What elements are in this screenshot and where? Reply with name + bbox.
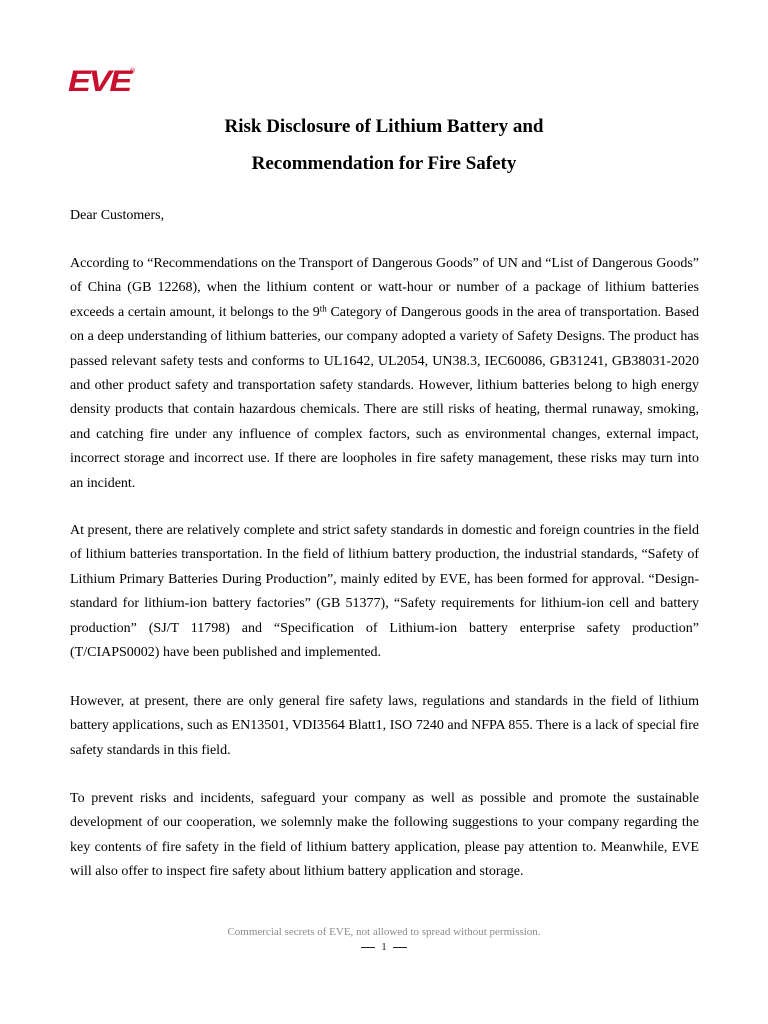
paragraph-2: At present, there are relatively complete and strict safety standards in domestic and foreign countries in the field of lithium batteries transportation. In the field of lithium battery production, the industrial standards, “Safety of Lithium Primary Batteries During Production”, mainly edited by EVE, has been formed for approval. “Design-standard for lithium-ion battery factories” (GB 51377), “Safety requirements for lithium-ion cell and battery production” (SJ/T 11798) and “Specification of Lithium-ion battery enterprise safety production” (T/CIAPS0002) have been published and implemented. — [70, 523, 699, 661]
eve-logo — [68, 63, 136, 97]
paragraph-3: However, at present, there are only general fire safety laws, regulations and standards in the field of lithium battery applications, such as EN13501, VDI3564 Blatt1, ISO 7240 and NFPA 855. There is a lack of special fire safety standards in this field. — [70, 694, 699, 758]
confidentiality-note: Commercial secrets of EVE, not allowed to spread without permission. — [227, 926, 541, 938]
paragraph-4: To prevent risks and incidents, safeguard your company as well as possible and promote the sustainable development of our cooperation, we solemnly make the following suggestions to your company regarding the key contents of fire safety in the field of lithium battery application, please pay attention to. Meanwhile, EVE will also offer to inspect fire safety about lithium battery application and storage. — [70, 791, 699, 880]
page-number-value: 1 — [381, 941, 387, 953]
paragraph-1 — [70, 252, 699, 496]
paragraph-1-part-2: Category of Dangerous goods in the area of transportation. Based on a deep understanding of lithium batteries, our company adopted a variety of Safety Designs. The product has passed relevant safety tests and conforms to UL1642, UL2054, UN38.3, IEC60086, GB31241, GB38031-2020 and other product safety and transportation safety standards. However, lithium batteries belong to high energy density products that contain hazardous chemicals. There are still risks of heating, thermal runaway, smoking, and catching fire under any influence of complex factors, such as environmental changes, external impact, incorrect storage and incorrect use. If there are loopholes in fire safety management, these risks may turn into an incident. — [70, 304, 699, 491]
document-title-line-1: Risk Disclosure of Lithium Battery and — [224, 116, 544, 137]
logo-wordmark: EVE — [68, 65, 134, 97]
document-title-line-2: Recommendation for Fire Safety — [251, 153, 517, 174]
page-number — [0, 939, 768, 955]
registered-mark: ® — [130, 68, 136, 75]
page-number-dash-right — [393, 947, 407, 948]
page-number-dash-left — [361, 947, 375, 948]
ordinal-superscript: th — [319, 303, 327, 314]
greeting: Dear Customers, — [70, 208, 165, 223]
paragraph-1-part-1: According to “Recommendations on the Transport of Dangerous Goods” of UN and “List of Dangerous Goods” of China (GB 12268), when the lithium content or watt-hour or number of a package of lithium batteries exceeds a certain amount, it belongs to the 9 — [70, 256, 699, 320]
